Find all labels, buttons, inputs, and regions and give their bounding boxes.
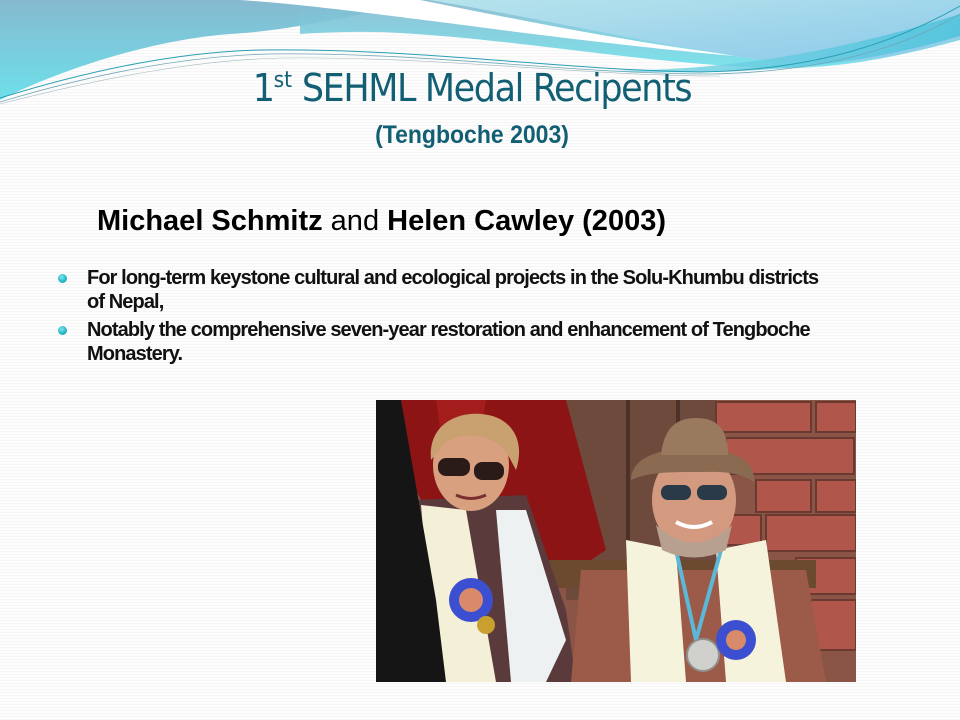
slide-subtitle: (Tengboche 2003) — [375, 121, 569, 149]
citation-bullet-list — [56, 266, 836, 370]
recipients-heading — [97, 201, 666, 241]
bullet-item — [56, 266, 836, 314]
recipient-name-2: Helen Cawley (2003) — [387, 205, 666, 237]
bullet-dot-icon — [58, 274, 67, 283]
slide-title — [38, 62, 906, 114]
bullet-dot-icon — [58, 326, 67, 335]
bullet-text: For long-term keystone cultural and ecological projects in the Solu-Khumbu districts of Nepal, — [87, 267, 819, 313]
title-text: SEHML Medal Recipents — [292, 66, 692, 110]
title-number: 1 — [252, 66, 274, 110]
heading-connector: and — [322, 205, 388, 237]
recipient-name-1: Michael Schmitz — [97, 205, 323, 237]
bullet-item — [56, 318, 836, 366]
bullet-text: Notably the comprehensive seven-year restoration and enhancement of Tengboche Monastery. — [87, 319, 810, 365]
photo-image — [376, 400, 856, 682]
title-ordinal-suffix: st — [273, 68, 293, 93]
recipients-photo — [376, 400, 856, 682]
